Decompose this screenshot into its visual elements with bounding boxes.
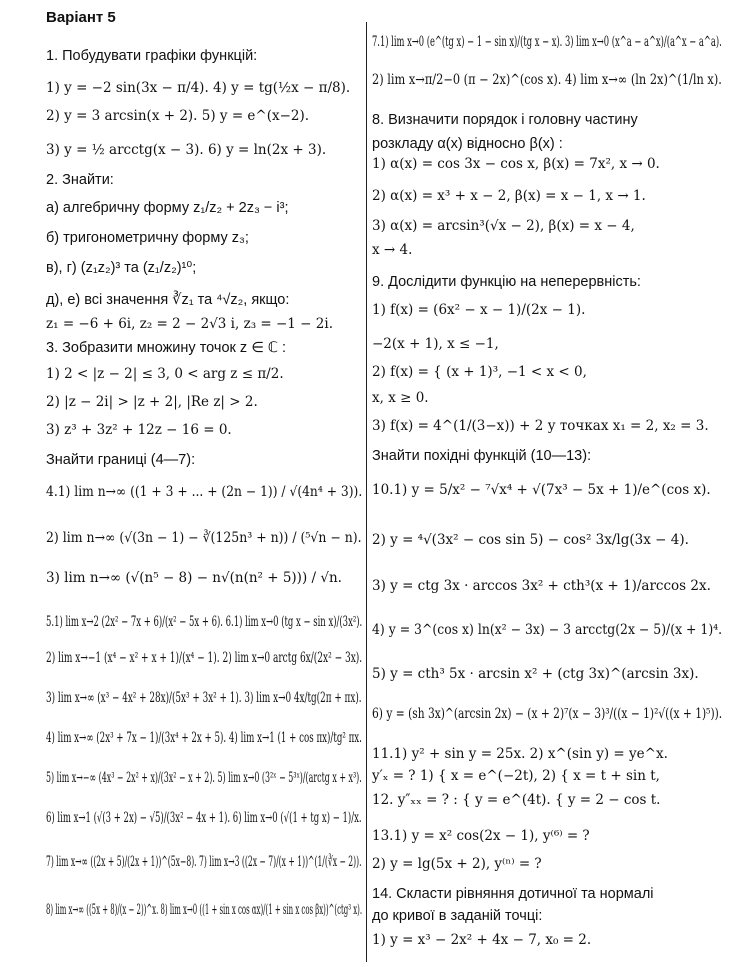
right-line-23: 12. y″ₓₓ = ? : { y = e^(4t). { y = 2 − cos t. bbox=[372, 792, 661, 808]
left-line-12: 1) 2 < |z − 2| ≤ 3, 0 < arg z ≤ π/2. bbox=[46, 366, 284, 382]
left-line-14: 3) z³ + 3z² + 12z − 16 = 0. bbox=[46, 422, 232, 438]
left-line-16: 4.1) lim n→∞ ((1 + 3 + ... + (2n − 1)) / √(4n⁴ + 3)). bbox=[46, 484, 363, 500]
left-line-5: 2. Знайти: bbox=[46, 172, 114, 188]
right-line-27: до кривої в заданій точці: bbox=[372, 908, 543, 924]
right-line-14: Знайти похідні функцій (10—13): bbox=[372, 448, 592, 464]
right-line-6: 3) α(x) = arcsin³(√x − 2), β(x) = x − 4, bbox=[372, 218, 635, 234]
right-line-12: x, x ≥ 0. bbox=[372, 390, 429, 406]
left-line-20: 2) lim x→−1 (x⁴ − x² + x + 1)/(x⁴ − 1). 2) lim x→0 arctg 6x/(2x² − 3x). bbox=[46, 650, 363, 666]
left-line-15: Знайти границі (4—7): bbox=[46, 452, 196, 468]
left-line-22: 4) lim x→∞ (2x³ + 7x − 1)/(3x⁴ + 2x + 5). 4) lim x→1 (1 + cos πx)/tg² πx. bbox=[46, 730, 362, 746]
right-line-1: 2) lim x→π/2−0 (π − 2x)^(cos x). 4) lim x→∞ (ln 2x)^(1/ln x). bbox=[372, 72, 722, 88]
right-line-2: 8. Визначити порядок і головну частину bbox=[372, 112, 638, 128]
right-line-21: 11.1) y² + sin y = 25x. 2) x^(sin y) = ye^x. bbox=[372, 746, 668, 762]
left-line-9: д), е) всі значення ∛z₁ та ⁴√z₂, якщо: bbox=[46, 292, 290, 308]
right-line-28: 1) y = x³ − 2x² + 4x − 7, x₀ = 2. bbox=[372, 932, 592, 948]
right-line-18: 4) y = 3^(cos x) ln(x² − 3x) − 3 arcctg(2x − 5)/(x + 1)⁴. bbox=[372, 622, 723, 638]
right-line-16: 2) y = ⁴√(3x² − cos sin 5) − cos² 3x/lg(3x − 4). bbox=[372, 532, 689, 548]
right-line-9: 1) f(x) = (6x² − x − 1)/(2x − 1). bbox=[372, 302, 586, 318]
right-line-25: 2) y = lg(5x + 2), y⁽ⁿ⁾ = ? bbox=[372, 856, 542, 872]
left-line-13: 2) |z − 2i| > |z + 2|, |Re z| > 2. bbox=[46, 394, 258, 410]
right-line-26: 14. Скласти рівняння дотичної та нормалі bbox=[372, 886, 654, 902]
right-line-13: 3) f(x) = 4^(1/(3−x)) + 2 у точках x₁ = 2, x₂ = 3. bbox=[372, 418, 709, 434]
left-line-18: 3) lim n→∞ (√(n⁵ − 8) − n√(n(n² + 5))) / √n. bbox=[46, 570, 342, 586]
left-line-24: 6) lim x→1 (√(3 + 2x) − √5)/(3x² − 4x + 1). 6) lim x→0 (√(1 + tg x) − 1)/x. bbox=[46, 810, 362, 826]
left-line-2: 1) y = −2 sin(3x − π/4). 4) y = tg(½x − π/8). bbox=[46, 80, 351, 96]
right-line-4: 1) α(x) = cos 3x − cos x, β(x) = 7x², x → 0. bbox=[372, 156, 660, 172]
left-line-25: 7) lim x→∞ ((2x + 5)/(2x + 1))^(5x−8). 7) lim x→3 ((2x − 7)/(x + 1))^(1/(∛x − 2)). bbox=[46, 854, 362, 870]
right-line-3: розкладу α(x) відносно β(x) : bbox=[372, 136, 563, 152]
left-line-3: 2) y = 3 arcsin(x + 2). 5) y = e^(x−2). bbox=[46, 108, 310, 124]
left-line-4: 3) y = ½ arcctg(x − 3). 6) y = ln(2x + 3). bbox=[46, 142, 327, 158]
left-line-26: 8) lim x→∞ ((5x + 8)/(x − 2))^x. 8) lim x→0 ((1 + sin x cos αx)/(1 + sin x cos βx))^(ctg³ x). bbox=[46, 902, 363, 918]
right-line-19: 5) y = cth³ 5x · arcsin x² + (ctg 3x)^(arcsin 3x). bbox=[372, 666, 699, 682]
left-line-1: 1. Побудувати графіки функцій: bbox=[46, 48, 258, 64]
left-line-10: z₁ = −6 + 6i, z₂ = 2 − 2√3 i, z₃ = −1 − 2i. bbox=[46, 316, 333, 332]
left-line-8: в), г) (z₁z₂)³ та (z₁/z₂)¹⁰; bbox=[46, 260, 197, 276]
left-line-0: Варіант 5 bbox=[46, 9, 116, 26]
right-line-11: 2) f(x) = { (x + 1)³, −1 < x < 0, bbox=[372, 364, 587, 380]
column-divider bbox=[366, 22, 367, 962]
left-line-19: 5.1) lim x→2 (2x² − 7x + 6)/(x² − 5x + 6). 6.1) lim x→0 (tg x − sin x)/(3x²). bbox=[46, 614, 363, 630]
right-line-8: 9. Дослідити функцію на неперервність: bbox=[372, 274, 641, 290]
left-line-21: 3) lim x→∞ (x³ − 4x² + 28x)/(5x³ + 3x² + 1). 3) lim x→0 4x/tg(2π + πx). bbox=[46, 690, 362, 706]
right-line-10: −2(x + 1), x ≤ −1, bbox=[372, 336, 499, 352]
left-line-23: 5) lim x→−∞ (4x³ − 2x² + x)/(3x² − x + 2). 5) lim x→0 (3²ˣ − 5³ˣ)/(arctg x + x³). bbox=[46, 770, 362, 786]
right-line-17: 3) y = ctg 3x · arccos 3x² + cth³(x + 1)/arccos 2x. bbox=[372, 578, 711, 594]
right-line-20: 6) y = (sh 3x)^(arcsin 2x) − (x + 2)⁷(x − 3)³/((x − 1)²√((x + 1)⁵)). bbox=[372, 706, 723, 722]
right-line-24: 13.1) y = x² cos(2x − 1), y⁽⁶⁾ = ? bbox=[372, 828, 590, 844]
left-line-17: 2) lim n→∞ (√(3n − 1) − ∛(125n³ + n)) / (⁵√n − n). bbox=[46, 530, 362, 546]
left-line-6: а) алгебричну форму z₁/z₂ + 2z₃ − i³; bbox=[46, 200, 289, 216]
left-line-7: б) тригонометричну форму z₃; bbox=[46, 230, 249, 246]
right-line-5: 2) α(x) = x³ + x − 2, β(x) = x − 1, x → 1. bbox=[372, 188, 646, 204]
right-line-22: y′ₓ = ? 1) { x = e^(−2t), 2) { x = t + sin t, bbox=[372, 768, 660, 784]
right-line-15: 10.1) y = 5/x² − ⁷√x⁴ + √(7x³ − 5x + 1)/e^(cos x). bbox=[372, 482, 711, 498]
left-line-11: 3. Зобразити множину точок z ∈ ℂ : bbox=[46, 340, 287, 356]
right-line-0: 7.1) lim x→0 (e^(tg x) − 1 − sin x)/(tg x − x). 3) lim x→0 (x^a − a^x)/(a^x − a^a). bbox=[372, 34, 722, 50]
right-line-7: x → 4. bbox=[372, 242, 413, 258]
